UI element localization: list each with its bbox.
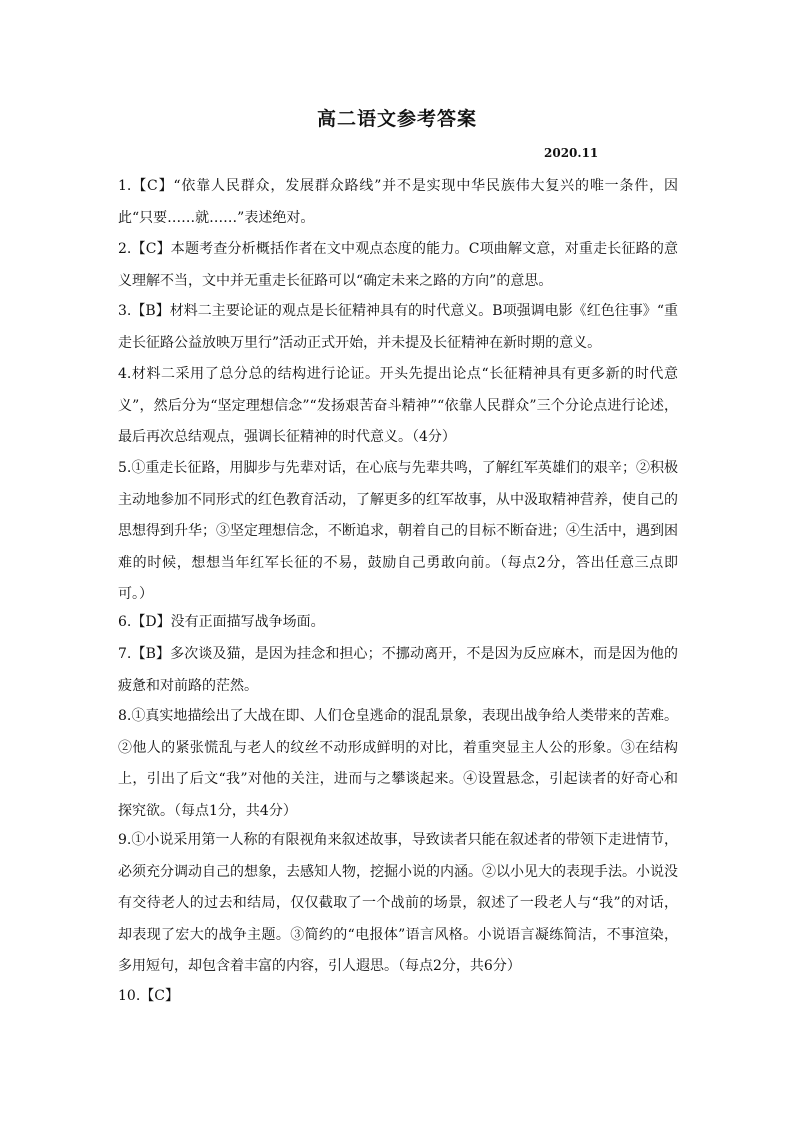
- answer-item-9: 9.①小说采用第一人称的有限视角来叙述故事，导致读者只能在叙述者的带领下走进情节，必须充分调动自己的想象，去感知人物，挖掘小说的内涵。②以小见大的表现手法。小说没有交待老人的过去和结局，仅仅截取了一个战前的场景，叙述了一段老人与“我”的对话，却表现了宏大的战争主题。③简约的“电报体”语言风格。小说语言凝练简洁，不事渲染，多用短句，却包含着丰富的内容，引人遐思。（每点2分，共6分）: [118, 832, 678, 974]
- answer-item-8: 8.①真实地描绘出了大战在即、人们仓皇逃命的混乱景象，表现出战争给人类带来的苦难。②他人的紧张慌乱与老人的纹丝不动形成鲜明的对比，着重突显主人公的形象。③在结构上，引出了后文“我”对他的关注，进而与之攀谈起来。④设置悬念，引起读者的好奇心和探究欲。（每点1分，共4分）: [118, 708, 678, 819]
- answer-item-5: 5.①重走长征路，用脚步与先辈对话，在心底与先辈共鸣，了解红军英雄们的艰辛；②积极主动地参加不同形式的红色教育活动，了解更多的红军故事，从中汲取精神营养，使自己的思想得到升华；③坚定理想信念，不断追求，朝着自己的目标不断奋进；④生活中，遇到困难的时候，想想当年红军长征的不易，鼓励自己勇敢向前。（每点2分，答出任意三点即可。）: [118, 460, 678, 602]
- document-date: 2020.11: [544, 146, 599, 160]
- answer-item-10: 10.【C】: [118, 988, 179, 1004]
- answer-item-2: 2.【C】本题考查分析概括作者在文中观点态度的能力。C项曲解文意，对重走长征路的意义理解不当，文中并无重走长征路可以“确定未来之路的方向”的意思。: [118, 241, 678, 289]
- answer-item-3: 3.【B】材料二主要论证的观点是长征精神具有的时代意义。B项强调电影《红色往事》“重走长征路公益放映万里行”活动正式开始，并未提及长征精神在新时期的意义。: [118, 303, 678, 351]
- answer-item-4: 4.材料二采用了总分总的结构进行论证。开头先提出论点“长征精神具有更多新的时代意义”，然后分为“坚定理想信念”“发扬艰苦奋斗精神”“依靠人民群众”三个分论点进行论述，最后再次总结观点，强调长征精神的时代意义。（4分）: [118, 366, 678, 445]
- answer-item-1: 1.【C】“依靠人民群众，发展群众路线”并不是实现中华民族伟大复兴的唯一条件，因此“只要……就……”表述绝对。: [118, 178, 678, 226]
- answer-item-6: 6.【D】没有正面描写战争场面。: [118, 614, 325, 630]
- answer-item-7: 7.【B】多次谈及猫，是因为挂念和担心；不挪动离开，不是因为反应麻木，而是因为他的疲惫和对前路的茫然。: [118, 646, 678, 694]
- page-title: 高二语文参考答案: [316, 108, 477, 130]
